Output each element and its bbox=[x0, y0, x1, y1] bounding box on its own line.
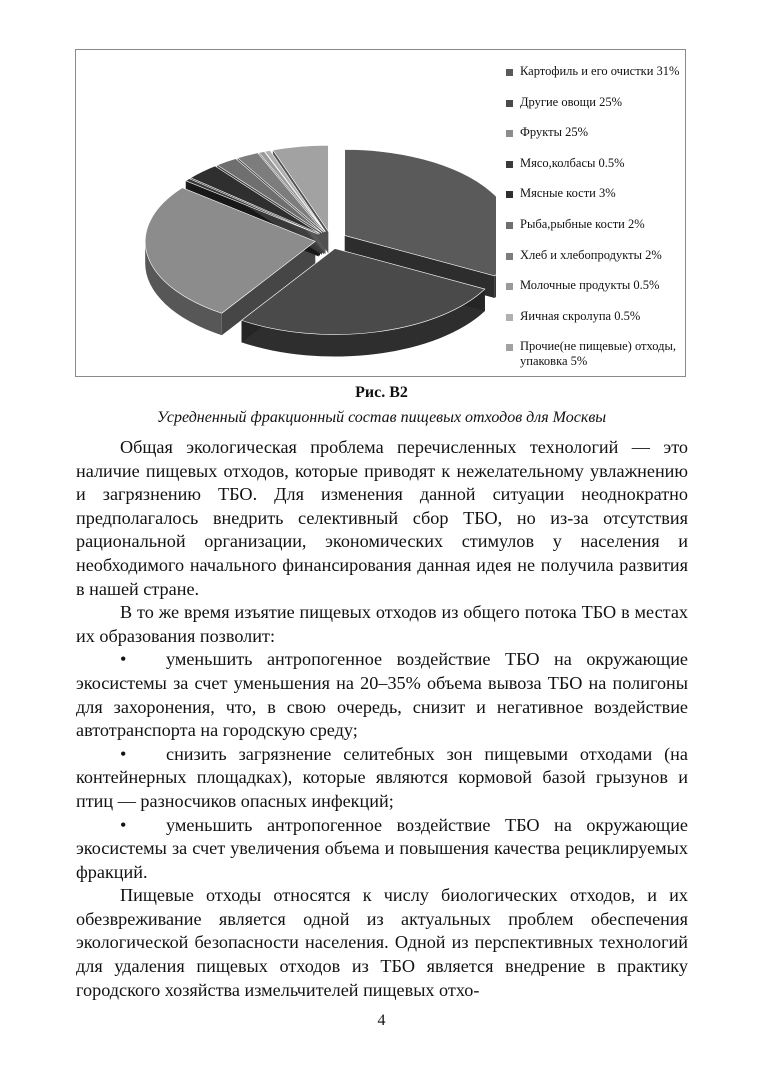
legend-swatch bbox=[506, 222, 513, 229]
legend-swatch bbox=[506, 161, 513, 168]
legend-label: Мясо,колбасы 0.5% bbox=[520, 155, 625, 170]
legend-label: Другие овощи 25% bbox=[520, 94, 623, 109]
legend-swatch bbox=[506, 100, 513, 107]
bullet-list bbox=[76, 648, 688, 884]
paragraph-3: Пищевые отходы относятся к числу биологических отходов, и их обезвреживание является одной из актуальных проблем обеспечения экологической безопасности населения. Одной из перспективных технологий для удаления пищевых отходов из ТБО является внедрение в практику городского хозяйства измельчителей пищевых отхо- bbox=[76, 885, 688, 1000]
bullet-item bbox=[76, 743, 688, 814]
legend-label: Мясные кости 3% bbox=[520, 186, 616, 201]
bullet-text: уменьшить антропогенное воздействие ТБО на окружающие экосистемы за счет увеличения объема и повышения качества рециклируемых фракций. bbox=[76, 814, 688, 882]
bullet-text: снизить загрязнение селитебных зон пищевыми отходами (на контейнерных площадках), которые являются кормовой базой грызунов и птиц — разносчиков опасных инфекций; bbox=[76, 743, 688, 811]
legend-label: Молочные продукты 0.5% bbox=[520, 278, 660, 293]
legend-swatch bbox=[506, 69, 513, 76]
paragraph-2: В то же время изъятие пищевых отходов из общего потока ТБО в местах их образования позволит: bbox=[76, 602, 688, 646]
page-number: 4 bbox=[377, 1012, 386, 1029]
figure-caption: Усредненный фракционный состав пищевых отходов для Москвы bbox=[156, 409, 607, 426]
legend-label: Рыба,рыбные кости 2% bbox=[520, 216, 645, 231]
legend-swatch bbox=[506, 191, 513, 198]
legend-label: Хлеб и хлебопродукты 2% bbox=[520, 247, 662, 262]
legend-item bbox=[506, 278, 684, 293]
pie-chart bbox=[76, 50, 496, 376]
bullet-item bbox=[76, 648, 688, 742]
legend-item bbox=[506, 95, 684, 110]
figure-frame bbox=[75, 49, 686, 377]
bullet-mark: • bbox=[120, 743, 127, 764]
legend-label: Картофиль и его очистки 31% bbox=[520, 64, 680, 78]
bullet-mark: • bbox=[120, 649, 127, 670]
legend-item bbox=[506, 309, 684, 324]
body-text bbox=[76, 436, 688, 1002]
legend-item bbox=[506, 125, 684, 140]
legend-swatch bbox=[506, 130, 513, 137]
legend-swatch bbox=[506, 344, 513, 351]
legend-swatch bbox=[506, 253, 513, 260]
legend-swatch bbox=[506, 314, 513, 321]
bullet-item bbox=[76, 814, 688, 885]
legend-label: Яичная скролупа 0.5% bbox=[520, 308, 641, 323]
legend-swatch bbox=[506, 283, 513, 290]
figure-label: Рис. В2 bbox=[355, 384, 408, 401]
legend-item bbox=[506, 248, 684, 263]
bullet-text: уменьшить антропогенное воздействие ТБО на окружающие экосистемы за счет уменьшения на 20–35% объема вывоза ТБО на полигоны для захоронения, что, в свою очередь, снизит и негативное воздействие автотранспорта на городскую среду; bbox=[76, 649, 688, 741]
bullet-mark: • bbox=[120, 814, 127, 835]
legend-item bbox=[506, 217, 684, 232]
chart-legend bbox=[506, 64, 684, 385]
legend-item bbox=[506, 156, 684, 171]
legend-label: Прочие(не пищевые) отходы, упаковка 5% bbox=[520, 339, 677, 369]
legend-item bbox=[506, 64, 684, 79]
legend-label: Фрукты 25% bbox=[520, 125, 589, 140]
legend-item bbox=[506, 186, 684, 201]
legend-item bbox=[506, 339, 684, 369]
paragraph-1: Общая экологическая проблема перечисленных технологий — это наличие пищевых отходов, которые приводят к нежелательному увлажнению и загрязнению ТБО. Для изменения данной ситуации неоднократно предполагалось внедрить селективный сбор ТБО, но из-за отсутствия рациональной организации, экономических стимулов у населения и необходимого начального финансирования данная идея не получила развития в нашей стране. bbox=[76, 437, 688, 599]
